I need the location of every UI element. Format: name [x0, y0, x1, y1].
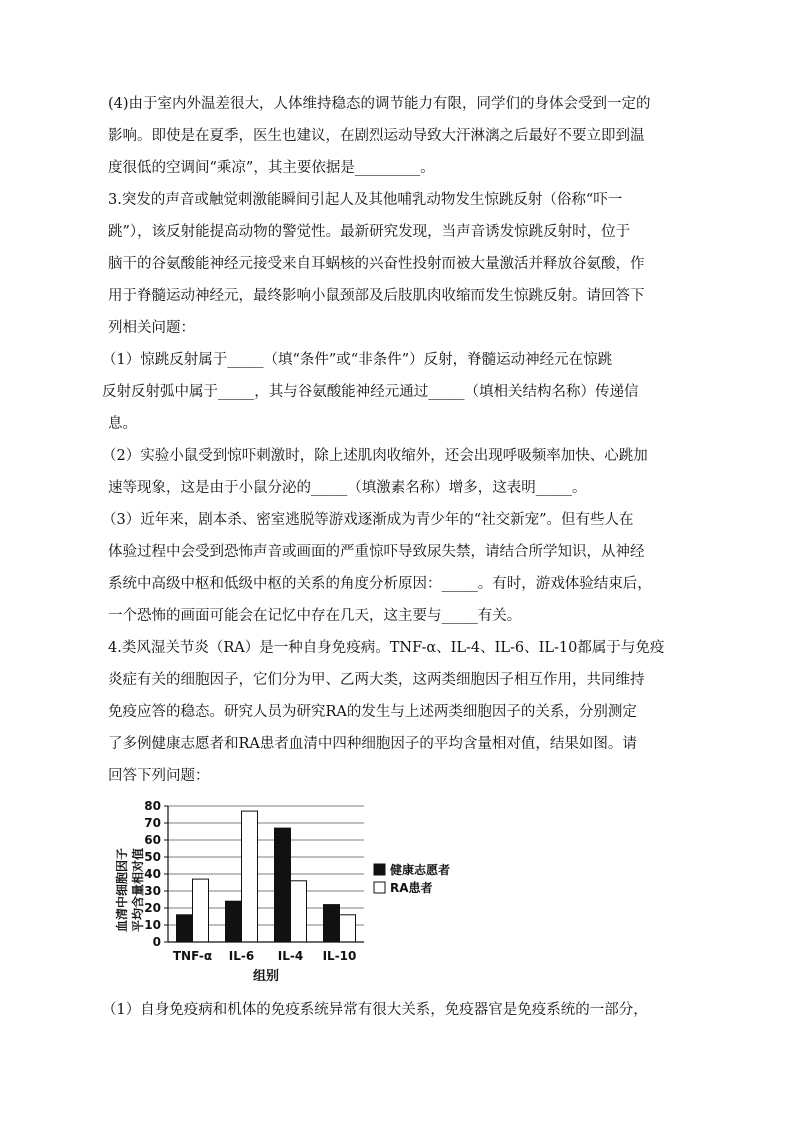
bar-healthy: [324, 905, 340, 942]
y-tick-label: 70: [144, 816, 161, 830]
x-tick-label: IL-4: [277, 949, 304, 963]
y-tick-label: 10: [144, 918, 161, 932]
text-line: (4)由于室内外温差很大，人体维持稳态的调节能力有限，同学们的身体会受到一定的: [108, 96, 651, 112]
text-line: 息。: [108, 416, 137, 432]
y-tick-label: 50: [144, 850, 161, 864]
question-3-part-1: [102, 344, 698, 440]
text-line: （3）近年来，剧本杀、密室逃脱等游戏逐渐成为青少年的“社交新宠”。但有些人在: [102, 512, 634, 528]
legend-swatch-ra: [374, 882, 385, 893]
text-line: 速等现象，这是由于小鼠分泌的_____（填激素名称）增多，这表明_____。: [108, 480, 587, 496]
y-tick-label: 30: [144, 884, 161, 898]
text-line: 反射反射弧中属于_____，其与谷氨酸能神经元通过_____（填相关结构名称）传递信: [102, 384, 639, 400]
text-line: 一个恐怖的画面可能会在记忆中存在几天，这主要与_____有关。: [108, 608, 522, 624]
bar-healthy: [177, 915, 193, 942]
text-line: 跳”），该反射能提高动物的警觉性。最新研究发现，当声音诱发惊跳反射时，位于: [108, 224, 631, 240]
y-tick-label: 60: [144, 833, 161, 847]
y-tick-label: 0: [152, 935, 161, 949]
bar-ra: [291, 881, 307, 942]
y-axis-label-line-2: 平均含量相对值: [131, 847, 145, 933]
x-axis-ticks: [173, 949, 357, 963]
text-line: 用于脊髓运动神经元，最终影响小鼠颈部及后肢肌肉收缩而发生惊跳反射。请回答下: [108, 288, 645, 304]
bar-ra: [340, 915, 356, 942]
question-4-stem: [108, 632, 698, 792]
text-line: （2）实验小鼠受到惊吓刺激时，除上述肌肉收缩外，还会出现呼吸频率加快、心跳加: [102, 448, 648, 464]
legend-swatch-healthy: [374, 864, 385, 875]
y-tick-label: 20: [144, 901, 161, 915]
bars: [177, 811, 356, 942]
text-line: 列相关问题：: [108, 320, 195, 336]
text-line: 体验过程中会受到恐怖声音或画面的严重惊吓导致尿失禁，请结合所学知识，从神经: [108, 544, 645, 560]
text-line: 度很低的空调间“乘凉”，其主要依据是_________。: [108, 160, 435, 176]
y-tick-label: 80: [144, 799, 161, 813]
legend-label: RA患者: [390, 881, 433, 895]
question-3-part-2: [102, 440, 698, 504]
text-line: （1）自身免疫病和机体的免疫系统异常有很大关系，免疫器官是免疫系统的一部分，: [102, 1002, 648, 1018]
text-line: 回答下列问题：: [108, 768, 210, 784]
bar-healthy: [275, 828, 291, 942]
text-line: 炎症有关的细胞因子，它们分为甲、乙两大类，这两类细胞因子相互作用，共同维持: [108, 672, 645, 688]
bar-ra: [193, 879, 209, 942]
question-3-stem: [108, 184, 698, 344]
text-line: 免疫应答的稳态。研究人员为研究RA的发生与上述两类细胞因子的关系，分别测定: [108, 704, 637, 720]
question-4-part-1: [102, 994, 698, 1026]
text-line: 系统中高级中枢和低级中枢的关系的角度分析原因：_____。有时，游戏体验结束后，: [108, 576, 652, 592]
text-line: 了多例健康志愿者和RA患者血清中四种细胞因子的平均含量相对值，结果如图。请: [108, 736, 637, 752]
q4-continued-paragraph: [108, 88, 698, 184]
x-tick-label: IL-10: [322, 949, 357, 963]
x-axis-label: 组别: [252, 969, 280, 984]
text-line: 影响。即使是在夏季，医生也建议，在剧烈运动导致大汗淋漓之后最好不要立即到温: [108, 128, 645, 144]
bar-healthy: [226, 901, 242, 942]
x-tick-label: IL-6: [228, 949, 255, 963]
y-tick-label: 40: [144, 867, 161, 881]
x-tick-label: TNF-α: [172, 949, 213, 963]
text-line: 脑干的谷氨酸能神经元接受来自耳蜗核的兴奋性投射而被大量激活并释放谷氨酸，作: [108, 256, 645, 272]
text-line: 4.类风湿关节炎（RA）是一种自身免疫病。TNF-α、IL-4、IL-6、IL-10都属于与免疫: [108, 640, 665, 656]
chart-legend: [374, 862, 450, 895]
text-line: 3.突发的声音或触觉刺激能瞬间引起人及其他哺乳动物发生惊跳反射（俗称“吓一: [108, 192, 623, 208]
chart-svg: [112, 790, 472, 990]
question-3-part-3: [102, 504, 698, 632]
text-line: （1）惊跳反射属于_____（填“条件”或“非条件”）反射，脊髓运动神经元在惊跳: [102, 352, 613, 368]
bar-ra: [242, 811, 258, 942]
y-axis-ticks: [144, 799, 168, 949]
y-axis-label-line-1: 血清中细胞因子: [115, 847, 129, 933]
cytokine-bar-chart: [112, 790, 472, 990]
legend-label: 健康志愿者: [390, 863, 451, 877]
